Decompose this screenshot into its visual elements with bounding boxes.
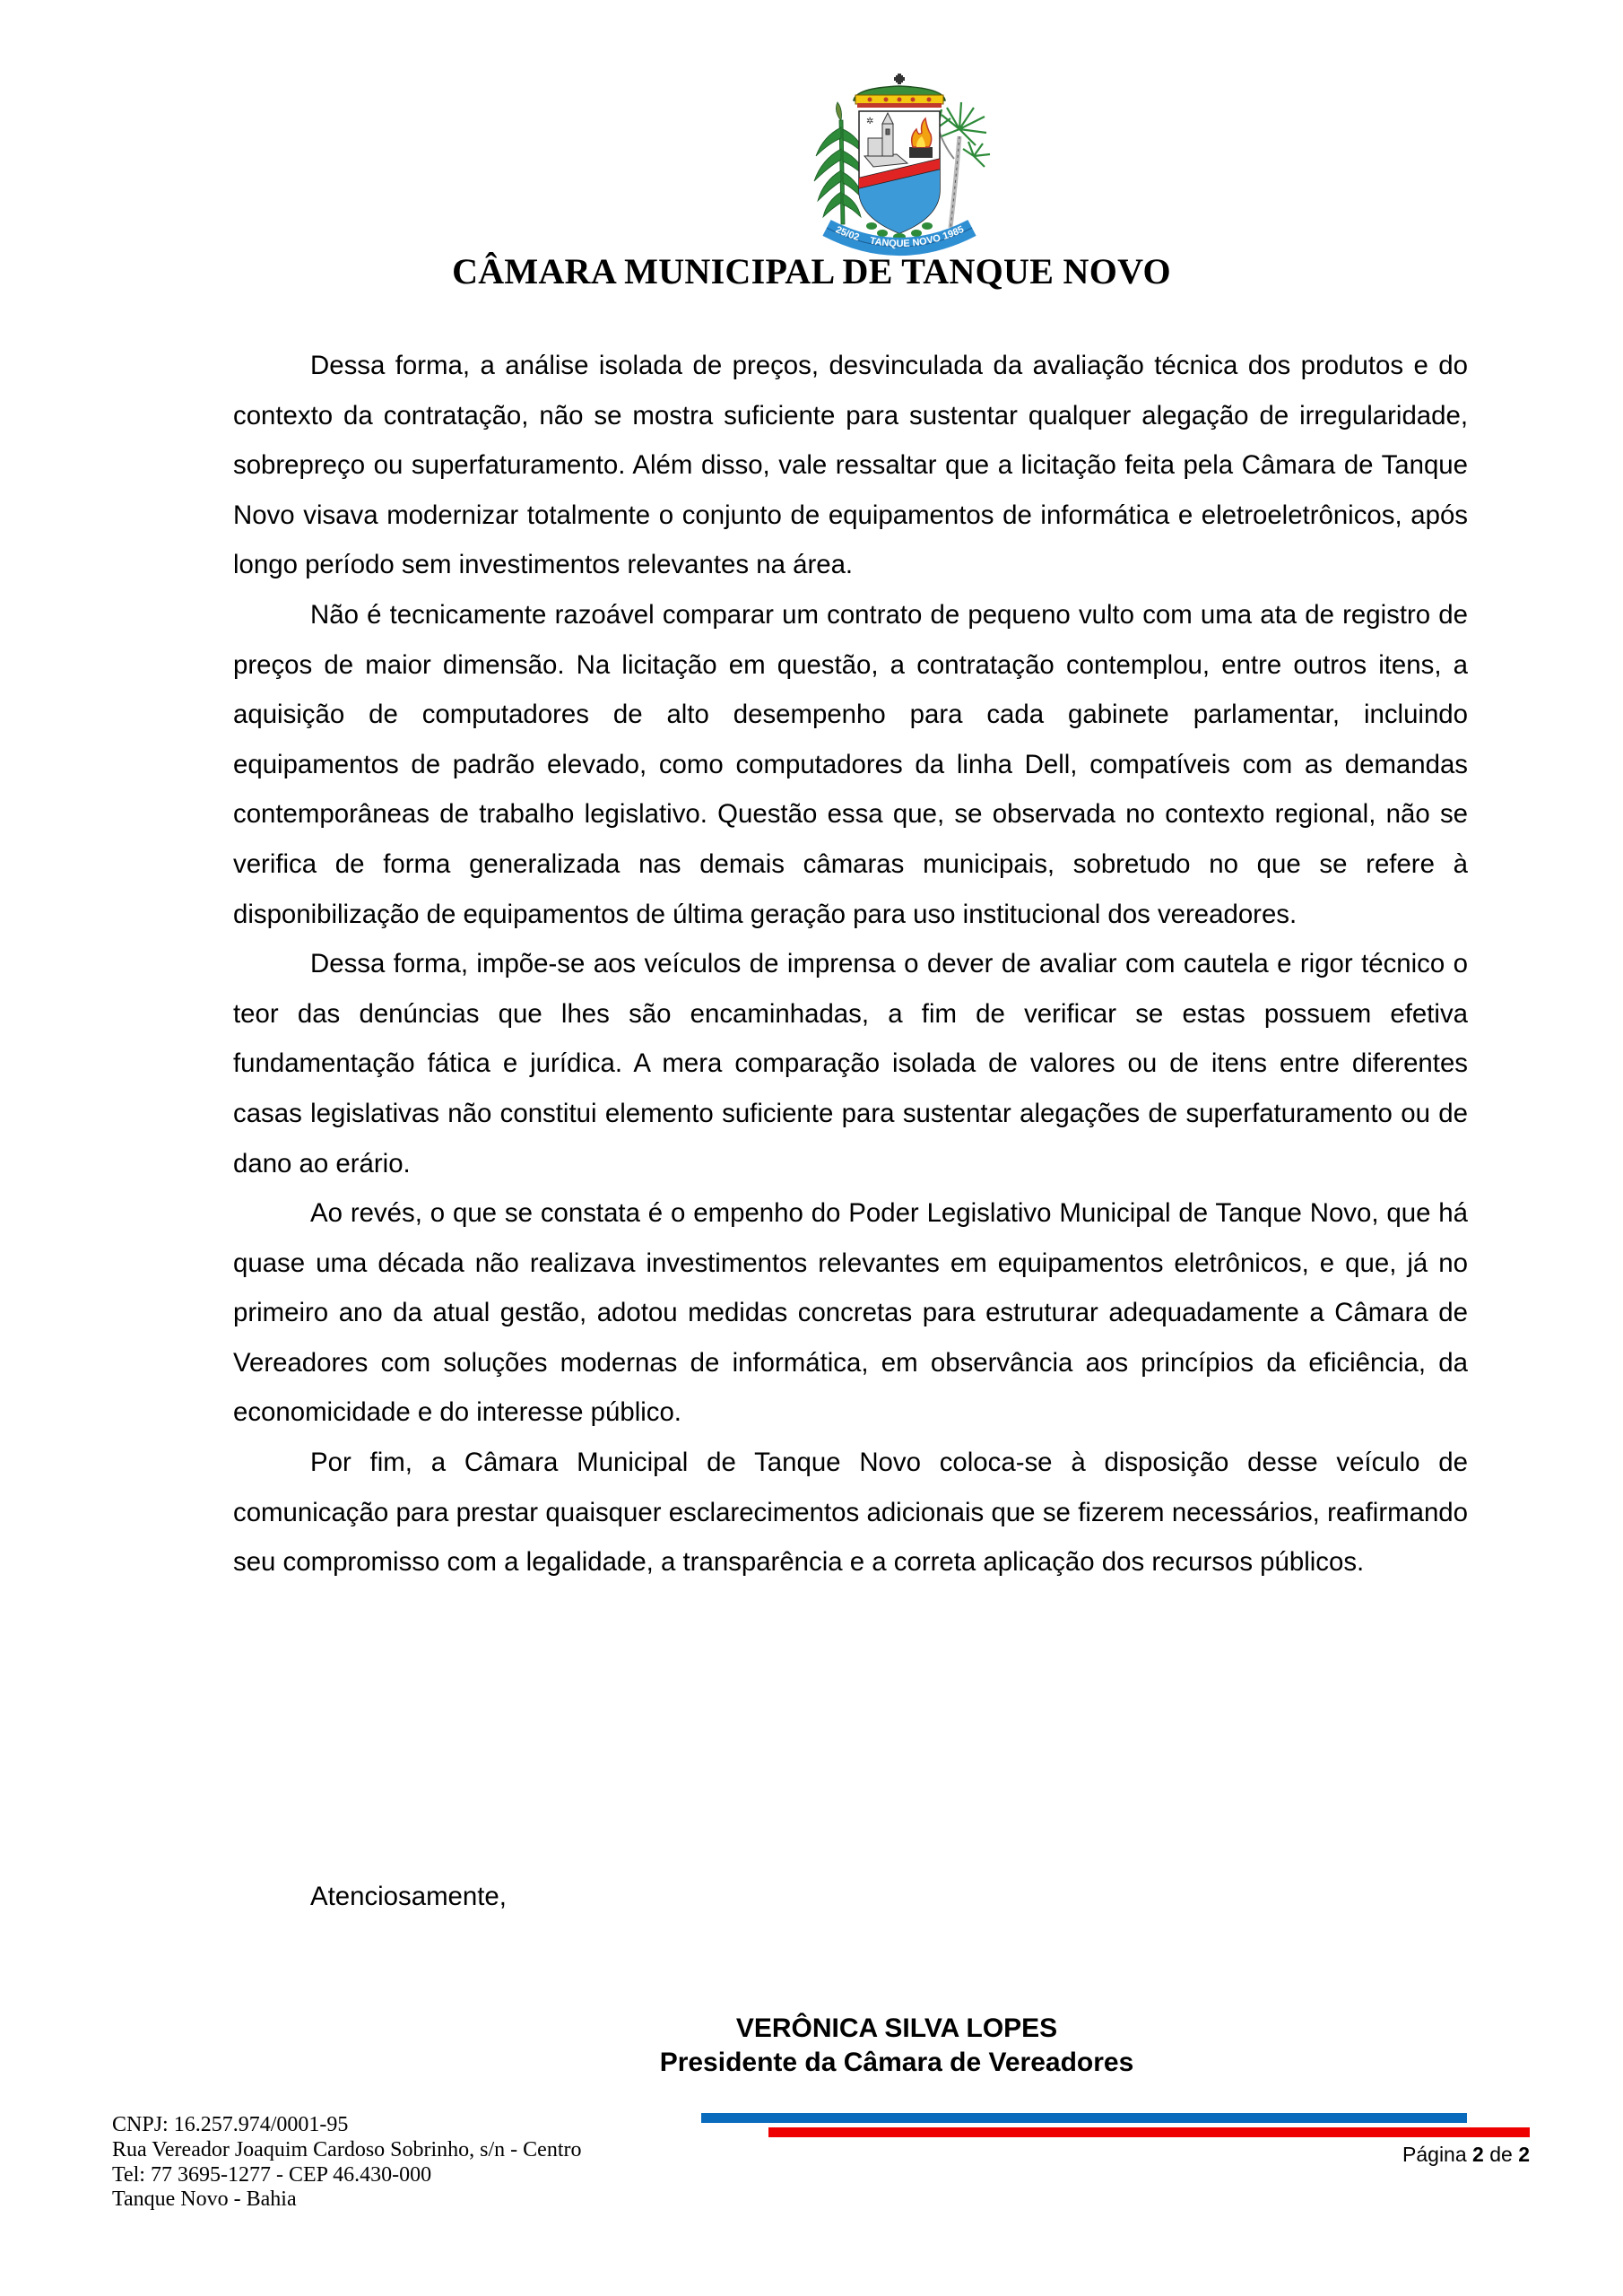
footer-city: Tanque Novo - Bahia — [112, 2187, 297, 2212]
signatory-role: Presidente da Câmara de Vereadores — [659, 2048, 1134, 2077]
body-paragraph: Dessa forma, impõe-se aos veículos de imprensa o dever de avaliar com cautela e rigor técnico o teor das denúncias que lhes são encaminhadas, a fim de verificar se estas possuem efetiva fundamentação fática e jurídica. A mera comparação isolada de valores ou de itens entre diferentes casas legislativas não constitui elemento suficiente para sustentar alegações de superfaturamento ou de dano ao erário. — [233, 949, 1468, 1178]
coat-of-arms-logo — [807, 74, 992, 258]
page-of: de — [1489, 2143, 1513, 2166]
footer-contact-info — [112, 2113, 582, 2213]
institution-title: CÂMARA MUNICIPAL DE TANQUE NOVO — [452, 251, 1171, 291]
signatory-name: VERÔNICA SILVA LOPES — [735, 2013, 1058, 2043]
body-paragraph: Ao revés, o que se constata é o empenho do Poder Legislativo Municipal de Tanque Novo, que há quase uma década não realizava investimentos relevantes em equipamentos eletrônicos, e que, já no primeiro ano da atual gestão, adotou medidas concretas para estruturar adequadamente a Câmara de Vereadores com soluções modernas de informática, em observância aos princípios da eficiência, da economicidade e do interesse público. — [233, 1198, 1468, 1428]
footer-phone-cep: Tel: 77 3695-1277 - CEP 46.430-000 — [112, 2162, 432, 2187]
signature-block — [538, 2012, 1255, 2080]
ribbon-date-label: 25/02 — [834, 224, 861, 244]
footer-divider-red — [768, 2127, 1530, 2137]
crown-icon — [854, 74, 945, 108]
page-current: 2 — [1472, 2143, 1484, 2166]
ribbon-name-label: TANQUE NOVO — [868, 232, 942, 250]
star-icon: ✲ — [866, 117, 874, 126]
page-label: Página — [1402, 2143, 1467, 2166]
letter-body — [233, 341, 1468, 1587]
footer-divider-blue — [701, 2113, 1467, 2123]
closing-salutation: Atenciosamente, — [310, 1882, 507, 1911]
ribbon-year-label: 1985 — [941, 223, 966, 242]
body-paragraph: Dessa forma, a análise isolada de preços, desvinculada da avaliação técnica dos produtos e do contexto da contratação, não se mostra suficiente para sustentar qualquer alegação de irregularidade, sobrepreço ou superfaturamento. Além disso, vale ressaltar que a licitação feita pela Câmara de Tanque Novo visava modernizar totalmente o conjunto de equipamentos de informática e eletroeletrônicos, após longo período sem investimentos relevantes na área. — [233, 351, 1468, 580]
footer-address: Rua Vereador Joaquim Cardoso Sobrinho, s/n - Centro — [112, 2137, 582, 2161]
body-paragraph: Não é tecnicamente razoável comparar um contrato de pequeno vulto com uma ata de registro de preços de maior dimensão. Na licitação em questão, a contratação contemplou, entre outros itens, a aquisição de computadores de alto desempenho para cada gabinete parlamentar, incluindo equipamentos de padrão elevado, como computadores da linha Dell, compatíveis com as demandas contemporâneas de trabalho legislativo. Questão essa que, se observada no contexto regional, não se verifica de forma generalizada nas demais câmaras municipais, sobretudo no que se refere à disponibilização de equipamentos de última geração para uso institucional dos vereadores. — [233, 599, 1468, 929]
body-paragraph: Por fim, a Câmara Municipal de Tanque Novo coloca-se à disposição desse veículo de comunicação para prestar quaisquer esclarecimentos adicionais que se fizerem necessários, reafirmando seu compromisso com a legalidade, a transparência e a correta aplicação dos recursos públicos. — [233, 1448, 1468, 1578]
page-number — [1402, 2142, 1530, 2167]
footer-cnpj: CNPJ: 16.257.974/0001-95 — [112, 2113, 349, 2136]
page-total: 2 — [1518, 2143, 1530, 2166]
